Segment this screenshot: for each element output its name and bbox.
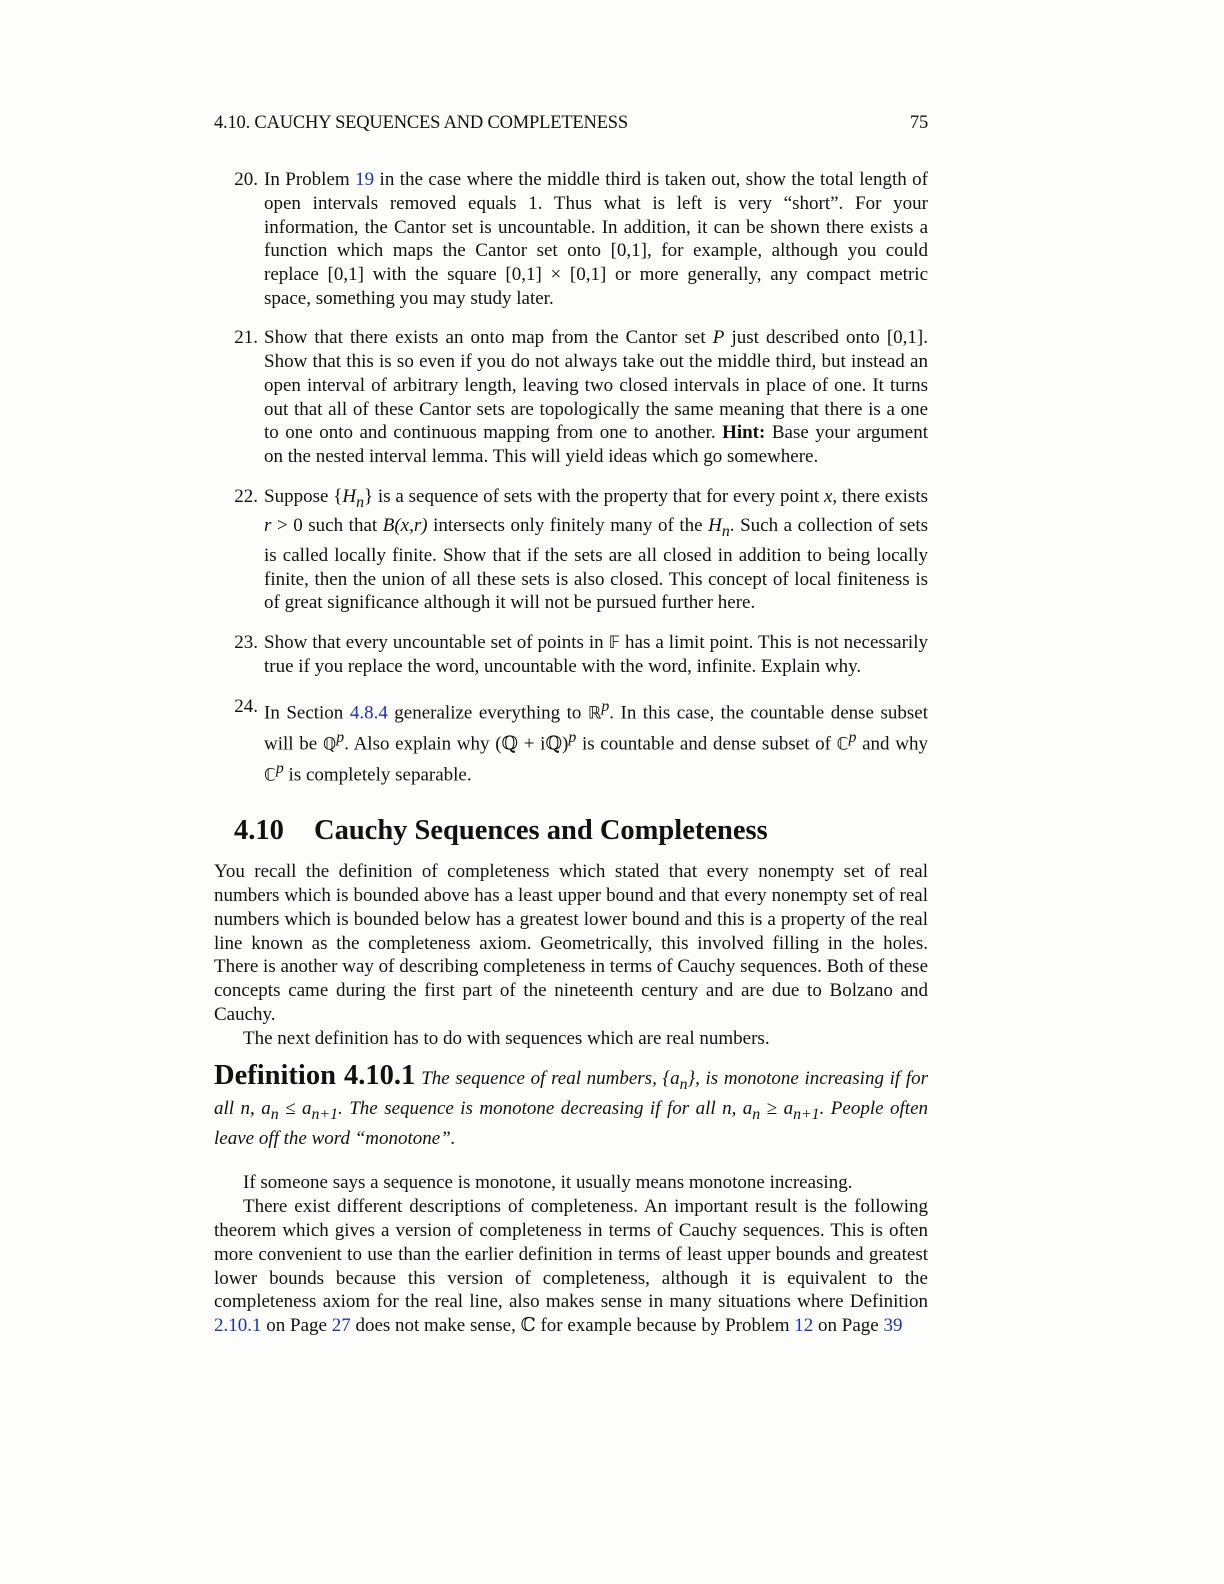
section-title: Cauchy Sequences and Completeness xyxy=(314,815,768,847)
problem-number: 24. xyxy=(234,695,258,717)
document-page xyxy=(214,112,928,1338)
definition-label: Definition 4.10.1 xyxy=(214,1060,416,1092)
running-header xyxy=(214,112,928,136)
section-heading xyxy=(234,814,928,848)
problem-12-link[interactable]: 12 xyxy=(794,1315,814,1337)
section-number: 4.10 xyxy=(234,815,284,847)
next-def-paragraph: The next definition has to do with sequences which are real numbers. xyxy=(243,1027,770,1049)
definition-2-10-1-link[interactable]: 2.10.1 xyxy=(214,1315,262,1337)
page-number: 75 xyxy=(909,113,928,133)
section-4-8-4-link[interactable]: 4.8.4 xyxy=(349,702,388,724)
problem-number: 22. xyxy=(234,485,258,507)
completeness-paragraph: There exist different descriptions of completeness. An important result is the following theorem which gives a version of completeness in terms of Cauchy sequences. This is often more convenient to use than the earlier definition in terms of least upper bounds and greatest lower bounds because this version of completeness, although it is equivalent to the completeness axiom for the real line, also makes sense in many situations where Definition 2.10.1 on Page 27 does not make sense, ℂ for example because by Problem 12 on Page 39 xyxy=(214,1196,928,1337)
problem-19-link[interactable]: 19 xyxy=(355,169,375,190)
problem-23 xyxy=(214,631,928,680)
page-27-link[interactable]: 27 xyxy=(331,1315,351,1337)
problem-22 xyxy=(214,485,928,616)
intro-paragraph: You recall the definition of completeness which stated that every nonempty set of real numbers which is bounded above has a least upper bound and that every nonempty set of real numbers which is bounded below has a greatest lower bound and this is a property of the real line known as the completeness axiom. Geometrically, this involved filling in the holes. There is another way of describing completeness in terms of Cauchy sequences. Both of these concepts came during the first part of the nineteenth century and are due to Bolzano and Cauchy. xyxy=(214,861,928,1025)
problem-number: 23. xyxy=(234,631,258,653)
problem-number: 20. xyxy=(234,169,258,190)
problem-text: Show that every uncountable set of points in 𝔽 has a limit point. This is not necessarily true if you replace the word, uncountable with the word, infinite. Explain why. xyxy=(264,631,928,678)
monotone-paragraph: If someone says a sequence is monotone, it usually means monotone increasing. xyxy=(243,1172,853,1194)
problem-21 xyxy=(214,326,928,469)
running-title: 4.10. CAUCHY SEQUENCES AND COMPLETENESS xyxy=(214,113,628,133)
problem-number: 21. xyxy=(234,327,258,349)
problem-20 xyxy=(214,168,928,311)
problem-text: Suppose $\{H_n\}$ is a sequence of sets with the property that for every point x, there exists r > 0 such that B(x,r) intersects only finitely many of the $H_n$. Such a collection of sets is called locally finite. Show that if the sets are all closed in addition to being locally finite, then the union of all these sets is also closed. This concept of local finiteness is of great significance although it will not be pursued further here. xyxy=(264,485,929,614)
problem-text: Show that there exists an onto map from the Cantor set P just described onto [0,1]. Show that this is so even if you do not always take out the middle third, but instead an open interval of arbitrary length, leaving two closed intervals in place of one. It turns out that all of these Cantor sets are topologically the same meaning that there is a one to one onto and continuous mapping from one to another. Hint: Base your argument on the nested interval lemma. This will yield ideas which go somewhere. xyxy=(264,327,929,468)
page-39-link[interactable]: 39 xyxy=(883,1315,903,1337)
problem-list xyxy=(214,168,928,788)
problem-text: In Problem 19 in the case where the middle third is taken out, show the total length of open intervals removed equals 1. Thus what is left is very “short”. For your information, the Cantor set is uncountable. In addition, it can be shown there exists a function which maps the Cantor set onto [0,1], for example, although you could replace [0,1] with the square [0,1] × [0,1] or more generally, any compact metric space, something you may study later. xyxy=(264,169,928,309)
definition-4-10-1: Definition 4.10.1 The sequence of real numbers, $\{a_n\}$, is monotone increasing if for all n, $a_n \le a_{n+1}$. The sequence is monotone decreasing if for all n, $a_n \ge a_{n+1}$. People often leave off the word “monotone”. xyxy=(214,1060,929,1149)
problem-24 xyxy=(214,695,928,788)
problem-text: In Section 4.8.4 generalize everything to ℝ$^p$. In this case, the countable dense subset will be ℚ$^p$. Also explain why (ℚ + iℚ)$^p$ is countable and dense subset of ℂ$^p$ and why ℂ$^p$ is completely separable. xyxy=(264,697,928,786)
hint-label: Hint: xyxy=(722,422,766,444)
